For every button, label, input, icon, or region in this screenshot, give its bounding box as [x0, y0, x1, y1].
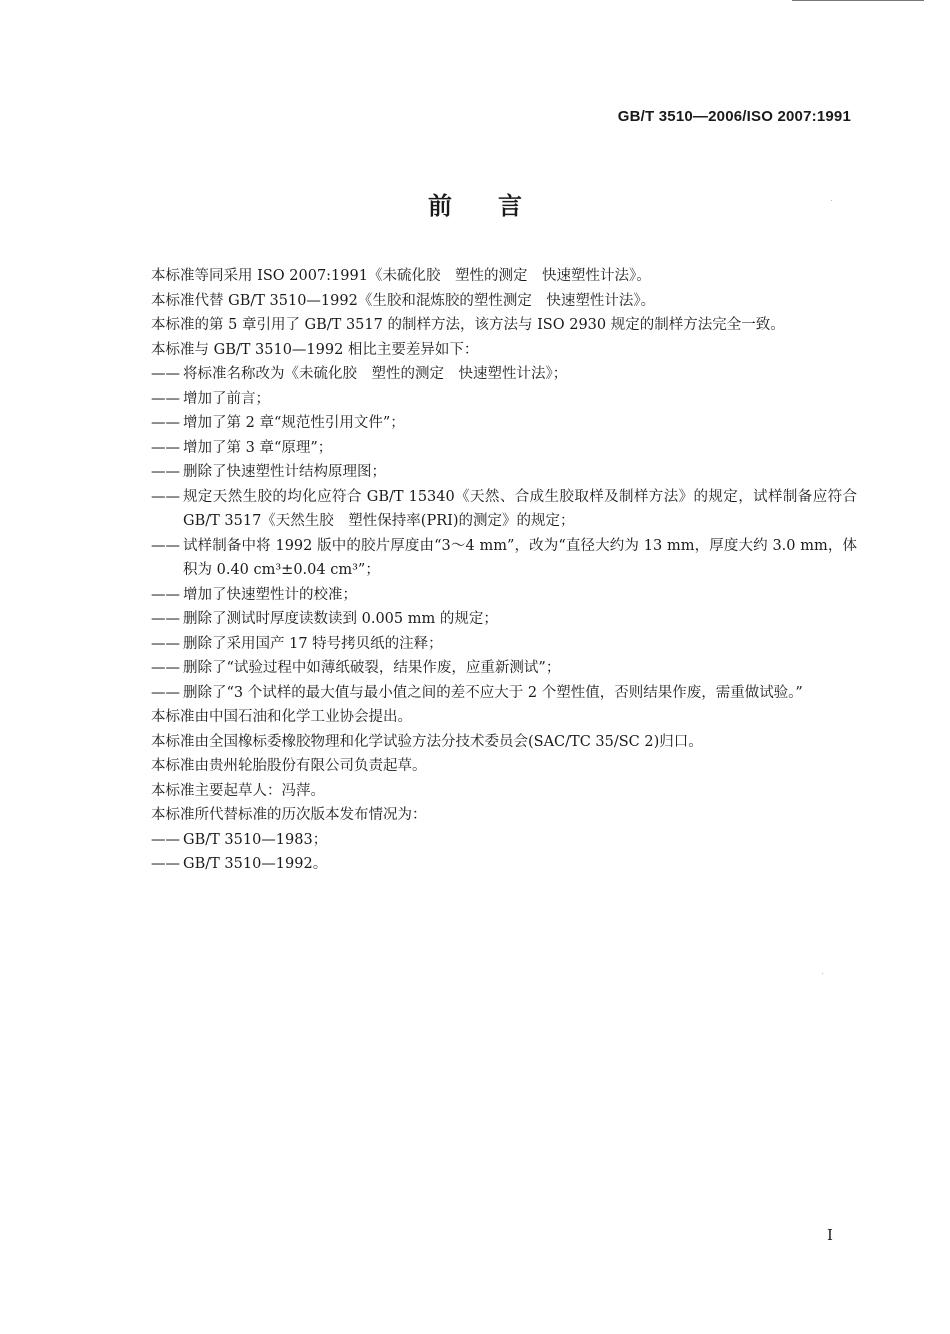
change-item — [151, 534, 857, 583]
change-text: 增加了第 2 章“规范性引用文件”； — [183, 415, 405, 431]
dash-mark: —— — [151, 831, 180, 848]
change-text: 删除了“试验过程中如薄纸破裂，结果作废，应重新测试”； — [183, 660, 561, 676]
change-item — [151, 387, 857, 412]
change-item — [151, 607, 857, 632]
dash-mark: —— — [151, 488, 180, 505]
change-text: 增加了第 3 章“原理”； — [183, 439, 333, 456]
change-item — [151, 485, 857, 534]
change-item — [151, 632, 857, 657]
foreword-body — [151, 264, 857, 877]
change-item — [151, 681, 857, 706]
paragraph-drafters: 本标准主要起草人：冯萍。 — [151, 782, 325, 799]
change-item — [151, 583, 857, 608]
change-item — [151, 436, 857, 461]
change-text: 将标准名称改为《未硫化胶 塑性的测定 快速塑性计法》； — [183, 366, 568, 382]
paragraph-centralized-by: 本标准由全国橡标委橡胶物理和化学试验方法分技术委员会(SAC/TC 35/SC 2)归口。 — [151, 733, 703, 750]
history-text: GB/T 3510—1983； — [183, 831, 328, 848]
paragraph-drafted-by: 本标准由贵州轮胎股份有限公司负责起草。 — [151, 758, 427, 774]
change-text: 删除了采用国产 17 特号拷贝纸的注释； — [183, 635, 443, 652]
change-text: 规定天然生胶的均化应符合 GB/T 15340《天然、合成生胶取样及制样方法》的规定，试样制备应符合 GB/T 3517《天然生胶 塑性保持率(PRI)的测定》的规定； — [183, 488, 857, 529]
dash-mark: —— — [151, 366, 180, 382]
change-item — [151, 656, 857, 681]
page-title: 前言 — [428, 192, 568, 220]
dash-mark: —— — [151, 660, 180, 676]
history-item — [151, 852, 857, 877]
scan-speck — [831, 200, 832, 201]
change-item — [151, 411, 857, 436]
history-item — [151, 828, 857, 853]
paragraph-reference: 本标准的第 5 章引用了 GB/T 3517 的制样方法，该方法与 ISO 2930 规定的制样方法完全一致。 — [151, 317, 785, 333]
page-number: I — [827, 1226, 833, 1244]
change-text: 删除了“3 个试样的最大值与最小值之间的差不应大于 2 个塑性值，否则结果作废，需重做试验。” — [183, 684, 803, 701]
change-text: 增加了快速塑性计的校准； — [183, 586, 357, 603]
dash-mark: —— — [151, 537, 180, 554]
change-item — [151, 362, 857, 387]
history-text: GB/T 3510—1992。 — [183, 856, 328, 872]
paragraph-history-intro: 本标准所代替标准的历次版本发布情况为： — [151, 807, 427, 823]
paragraph-adoption: 本标准等同采用 ISO 2007:1991《未硫化胶 塑性的测定 快速塑性计法》。 — [151, 268, 651, 284]
dash-mark: —— — [151, 464, 180, 480]
dash-mark: —— — [151, 684, 180, 701]
dash-mark: —— — [151, 635, 180, 652]
dash-mark: —— — [151, 439, 180, 456]
header-rule — [792, 0, 924, 1]
change-text: 删除了快速塑性计结构原理图； — [183, 464, 386, 480]
paragraph-differences-intro: 本标准与 GB/T 3510—1992 相比主要差异如下： — [151, 341, 479, 358]
paragraph-replaces: 本标准代替 GB/T 3510—1992《生胶和混炼胶的塑性测定 快速塑性计法》。 — [151, 292, 656, 309]
change-text: 删除了测试时厚度读数读到 0.005 mm 的规定； — [183, 611, 498, 627]
paragraph-proposed-by: 本标准由中国石油和化学工业协会提出。 — [151, 709, 412, 725]
dash-mark: —— — [151, 856, 180, 872]
dash-mark: —— — [151, 611, 180, 627]
dash-mark: —— — [151, 586, 180, 603]
dash-mark: —— — [151, 415, 180, 431]
standard-number: GB/T 3510—2006/ISO 2007:1991 — [617, 108, 851, 125]
change-item — [151, 460, 857, 485]
dash-mark: —— — [151, 390, 180, 407]
change-text: 试样制备中将 1992 版中的胶片厚度由“3～4 mm”，改为“直径大约为 13 mm，厚度大约 3.0 mm，体积为 0.40 cm³±0.04 cm³”； — [183, 537, 857, 578]
scan-speck — [822, 973, 823, 974]
change-text: 增加了前言； — [183, 390, 270, 407]
